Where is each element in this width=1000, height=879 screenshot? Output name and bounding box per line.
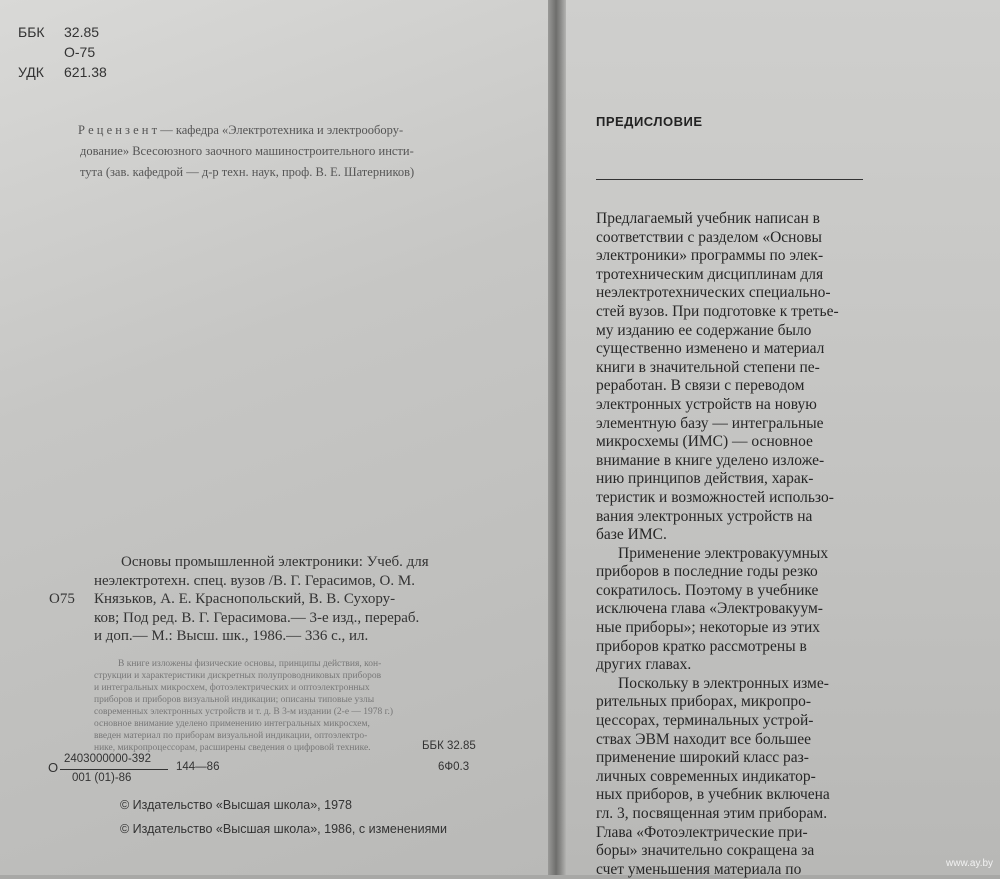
biblio-line: неэлектротехн. спец. вузов /В. Г. Герасимов, О. М. [94, 572, 415, 589]
code-denominator: 001 (01)-86 [72, 772, 132, 784]
text-line: Предлагаемый учебник написан в [596, 210, 820, 227]
text-line: электроники» программы по элек- [596, 247, 824, 265]
text-line: приборов кратко рассмотрены в [596, 637, 807, 655]
text-line: цессорах, терминальных устрой- [596, 712, 814, 730]
text-line: элементную базу — интегральные [596, 414, 824, 432]
udk-label: УДК [18, 64, 44, 80]
text-line: нию принципов действия, харак- [596, 470, 814, 488]
copyright-line: © Издательство «Высшая школа», 1986, с изменениями [120, 822, 447, 836]
biblio-line: Основы промышленной электроники: Учеб. для [121, 554, 429, 570]
text-line: Применение электровакуумных [618, 544, 829, 562]
code-suffix: 144—86 [176, 761, 220, 773]
code-numerator: 2403000000-392 [64, 753, 151, 765]
abstract-line: и интегральных микросхем, фотоэлектрических и оптоэлектронных [94, 683, 370, 693]
abstract-line: введен материал по приборам визуальной индикации, оптоэлектро- [94, 731, 368, 741]
biblio-line: ков; Под ред. В. Г. Герасимова.— 3-е изд., перераб. [94, 609, 420, 626]
text-line: тротехническим дисциплинам для [596, 265, 824, 283]
copyright-line: © Издательство «Высшая школа», 1978 [120, 798, 352, 812]
text-line: счет уменьшения материала по [596, 860, 802, 878]
reviewer-line: дование» Всесоюзного заочного машиностроительного инсти- [80, 144, 414, 158]
bbk-number: 32.85 [64, 24, 100, 40]
text-line: ных приборов, в учебник включена [596, 786, 830, 804]
copyright-block [120, 798, 447, 836]
text-line: боры» значительно сокращена за [596, 842, 815, 860]
text-line: ствах ЭВМ находит все большее [596, 730, 811, 748]
text-line: Поскольку в электронных изме- [618, 674, 829, 692]
text-line: вания электронных устройств на [596, 507, 813, 525]
abstract-line: струкции и характеристики дискретных полупроводниковых приборов [94, 671, 382, 681]
code-prefix: О [48, 760, 59, 775]
reviewer-note [78, 120, 414, 183]
text-line: микросхемы (ИМС) — основное [596, 433, 813, 451]
text-line: приборов в последние годы резко [596, 563, 818, 581]
text-line: других главах. [596, 656, 692, 674]
abstract-line: нике, микропроцессорам, расширены сведения о цифровой технике. [94, 743, 371, 753]
text-line: книги в значительной степени пе- [596, 358, 820, 376]
title-rule [596, 179, 863, 180]
text-line: базе ИМС. [596, 526, 667, 544]
text-line: применение широкий класс раз- [596, 749, 809, 767]
reviewer-line: Р е ц е н з е н т — кафедра «Электротехника и электрообору- [78, 123, 404, 137]
bbk-label: ББК [18, 24, 45, 40]
bbk-code: ББК 32.85 [422, 740, 476, 752]
text-line: сократилось. Поэтому в учебнике [596, 581, 819, 599]
text-line: реработан. В связи с переводом [596, 377, 805, 395]
text-line: теристик и возможностей использо- [596, 488, 834, 506]
text-line: гл. 3, посвященная этим приборам. [596, 805, 828, 822]
udk-number: 621.38 [64, 64, 107, 80]
text-line: внимание в книге уделено изложе- [596, 451, 825, 469]
preface-text [596, 210, 881, 879]
page-title: ПРЕДИСЛОВИЕ [596, 114, 703, 129]
class-code: 6Ф0.3 [438, 761, 470, 773]
fraction-bar [60, 769, 168, 770]
text-line: стей вузов. При подготовке к третье- [596, 302, 839, 320]
book-spine [548, 0, 566, 875]
text-line: электронных устройств на новую [596, 395, 817, 413]
biblio-line: и доп.— М.: Высш. шк., 1986.— 336 с., ил. [94, 628, 369, 644]
text-line: рительных приборах, микропро- [596, 693, 812, 711]
biblio-description [94, 553, 504, 646]
text-line: Глава «Фотоэлектрические при- [596, 823, 808, 841]
text-line: му изданию ее содержание было [596, 321, 812, 339]
text-line: ные приборы»; некоторые из этих [596, 619, 821, 637]
biblio-mark: О75 [49, 591, 75, 607]
abstract-line: В книге изложены физические основы, принципы действия, кон- [118, 659, 382, 669]
biblio-line: Князьков, А. Е. Краснопольский, В. В. Сухору- [94, 591, 396, 607]
text-line: неэлектротехнических специально- [596, 284, 831, 302]
reviewer-line: тута (зав. кафедрой — д-р техн. наук, проф. В. Е. Шатерников) [80, 165, 415, 179]
author-mark: О-75 [64, 44, 96, 60]
text-line: соответствии с разделом «Основы [596, 228, 822, 246]
abstract-line: современных электронных устройств и т. д. В 3-м издании (2-е — 1978 г.) [94, 707, 394, 717]
text-line: существенно изменено и материал [596, 340, 825, 358]
abstract [94, 658, 393, 754]
abstract-line: приборов и приборов визуальной индикации; описаны типовые узлы [94, 695, 375, 705]
abstract-line: основное внимание уделено применению интегральных микросхем, [94, 719, 370, 729]
watermark: www.ay.by [946, 858, 994, 869]
text-line: исключена глава «Электровакуум- [596, 600, 823, 618]
text-line: личных современных индикатор- [596, 767, 816, 785]
